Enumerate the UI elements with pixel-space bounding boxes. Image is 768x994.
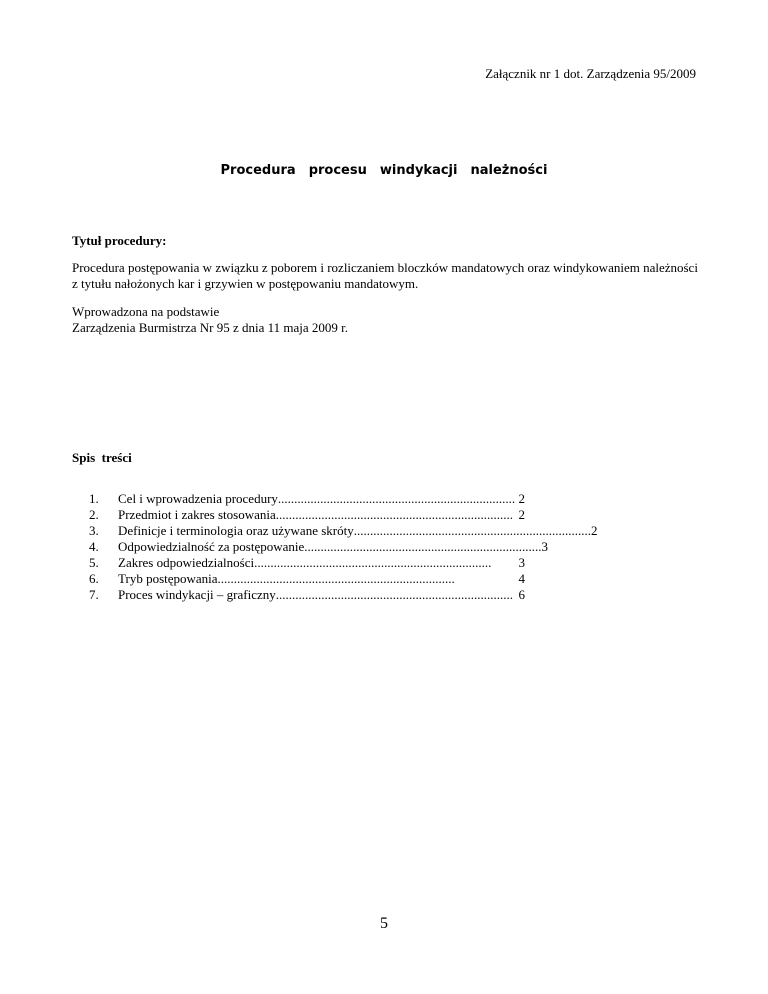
toc-item-number: 2.: [89, 507, 99, 522]
toc-item: [89, 555, 525, 571]
toc-item: [89, 523, 598, 539]
toc-item-number: 7.: [89, 587, 99, 602]
toc-item-page: 6: [518, 587, 525, 602]
procedure-description-line: Procedura postępowania w związku z poborem i rozliczaniem bloczków mandatowych oraz windykowaniem należności: [72, 260, 698, 275]
legal-basis: [72, 304, 712, 336]
toc-item-label: Proces windykacji – graficzny: [118, 587, 276, 602]
toc-dot-leader: .........................................................................: [353, 523, 591, 538]
toc-item-label: Odpowiedzialność za postępowanie: [118, 539, 305, 554]
toc-item-page: 3: [518, 555, 525, 570]
procedure-title-heading: Tytuł procedury:: [72, 233, 167, 248]
toc-dot-leader: .........................................................................: [217, 571, 455, 586]
toc-item: [89, 571, 525, 587]
toc-item-number: 1.: [89, 491, 99, 506]
toc-item-label: Zakres odpowiedzialności: [118, 555, 255, 570]
toc-item-page: 4: [518, 571, 525, 586]
legal-basis-line: Zarządzenia Burmistrza Nr 95 z dnia 11 maja 2009 r.: [72, 320, 349, 335]
toc-item-number: 3.: [89, 523, 99, 538]
procedure-description: [72, 260, 712, 292]
toc-item: [89, 507, 525, 523]
toc-item: [89, 587, 525, 603]
toc-item-label: Tryb postępowania: [118, 571, 218, 586]
toc-item-page: 3: [541, 539, 549, 554]
toc-item-page: 2: [590, 523, 598, 538]
toc-dot-leader: .........................................................................: [275, 507, 514, 522]
toc-dot-leader: .........................................................................: [304, 539, 542, 554]
toc-item-label: Cel i wprowadzenia procedury: [118, 491, 278, 506]
toc-dot-leader: .........................................................................: [277, 491, 516, 506]
procedure-description-line: z tytułu nałożonych kar i grzywien w postępowaniu mandatowym.: [72, 276, 419, 291]
toc-dot-leader: .........................................................................: [254, 555, 492, 570]
toc-item-number: 5.: [89, 555, 99, 570]
toc-item-number: 6.: [89, 571, 99, 586]
toc-item-label: Definicje i terminologia oraz używane skróty: [118, 523, 354, 538]
table-of-contents: [89, 491, 598, 603]
toc-item-page: 2: [518, 491, 525, 506]
legal-basis-line: Wprowadzona na podstawie: [72, 304, 220, 319]
annex-reference: Załącznik nr 1 dot. Zarządzenia 95/2009: [485, 66, 696, 81]
toc-item: [89, 491, 525, 507]
page-number: 5: [380, 915, 388, 932]
document-title: Procedura procesu windykacji należności: [220, 163, 548, 178]
toc-item: [89, 539, 549, 555]
toc-item-number: 4.: [89, 539, 99, 554]
toc-item-page: 2: [518, 507, 525, 522]
table-of-contents-heading: Spis treści: [72, 450, 132, 465]
toc-dot-leader: .........................................................................: [275, 587, 514, 602]
toc-item-label: Przedmiot i zakres stosowania: [118, 507, 276, 522]
